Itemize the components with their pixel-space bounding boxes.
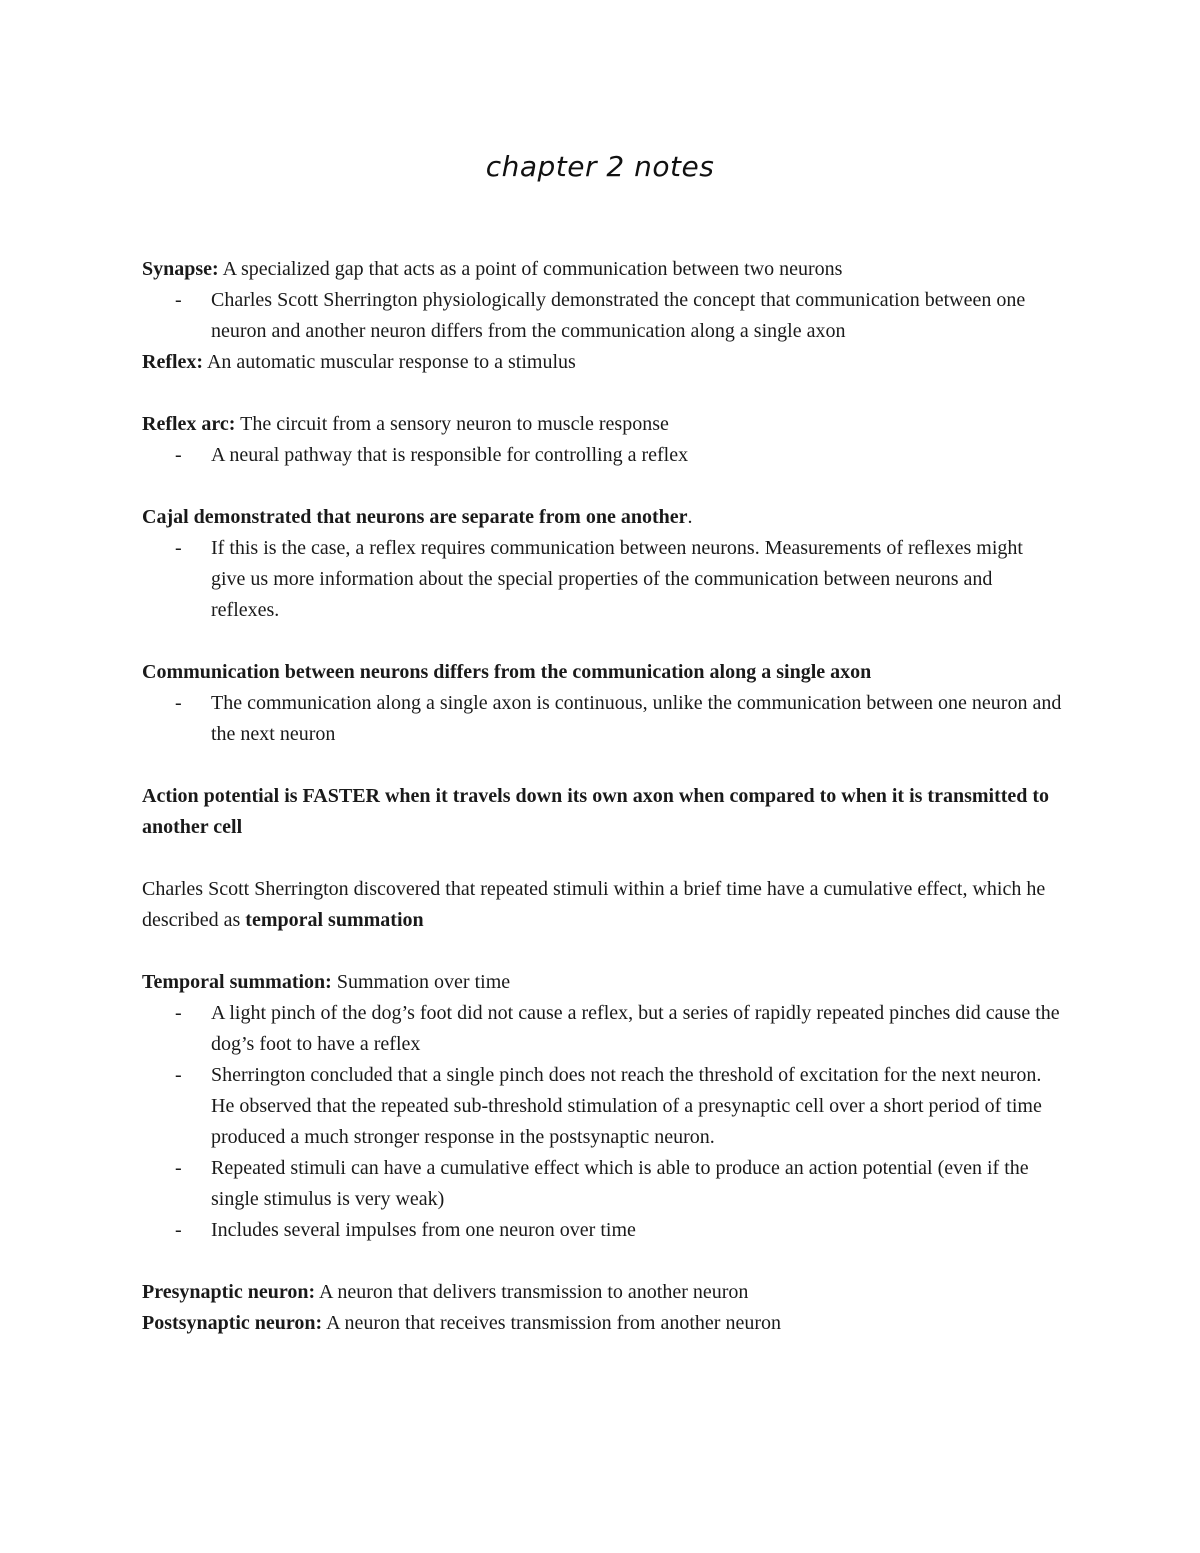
list-item: - The communication along a single axon is continuous, unlike the communication between one neuron and the next neuron — [142, 688, 1062, 750]
communication-heading: Communication between neurons differs from the communication along a single axon — [142, 661, 872, 683]
cajal-heading-tail: . — [687, 506, 693, 528]
synapse-def: A specialized gap that acts as a point of communication between two neurons — [218, 258, 843, 280]
reflex-arc-bullets — [142, 440, 1062, 471]
list-item: - A light pinch of the dog’s foot did not cause a reflex, but a series of rapidly repeated pinches did cause the dog’s foot to have a reflex — [142, 998, 1062, 1060]
cajal-heading — [142, 502, 1062, 533]
cajal-heading-text: Cajal demonstrated that neurons are separate from one another — [142, 506, 688, 528]
presynaptic-definition — [142, 1277, 1062, 1308]
reflex-arc-def: The circuit from a sensory neuron to muscle response — [235, 413, 669, 435]
notes-body — [142, 254, 1062, 1339]
synapse-definition — [142, 254, 1062, 285]
reflex-def: An automatic muscular response to a stimulus — [203, 351, 576, 373]
page-title: chapter 2 notes — [485, 150, 715, 183]
reflex-arc-definition — [142, 409, 1062, 440]
synapse-bullets — [142, 285, 1062, 347]
temporal-summation-term: Temporal summation: — [142, 971, 332, 993]
reflex-definition — [142, 347, 1062, 378]
communication-bullets — [142, 688, 1062, 750]
presynaptic-def: A neuron that delivers transmission to another neuron — [315, 1281, 749, 1303]
temporal-summation-definition — [142, 967, 1062, 998]
list-item: - If this is the case, a reflex requires communication between neurons. Measurements of reflexes might give us more information about the special properties of the communication between neurons and reflexes. — [142, 533, 1062, 626]
list-item: - Includes several impulses from one neuron over time — [142, 1215, 1062, 1246]
sherrington-bold: temporal summation — [245, 909, 424, 931]
action-potential-heading: Action potential is FASTER when it travels down its own axon when compared to when it is transmitted to another cell — [142, 785, 1050, 838]
list-item: - Charles Scott Sherrington physiologically demonstrated the concept that communication between one neuron and another neuron differs from the communication along a single axon — [142, 285, 1062, 347]
presynaptic-term: Presynaptic neuron: — [142, 1281, 316, 1303]
postsynaptic-def: A neuron that receives transmission from another neuron — [322, 1312, 781, 1334]
sherrington-paragraph — [142, 874, 1062, 936]
cajal-bullets — [142, 533, 1062, 626]
reflex-term: Reflex: — [142, 351, 204, 373]
list-item: - Sherrington concluded that a single pinch does not reach the threshold of excitation for the next neuron. He observed that the repeated sub-threshold stimulation of a presynaptic cell over a short period of time produced a much stronger response in the postsynaptic neuron. — [142, 1060, 1062, 1153]
synapse-term: Synapse: — [142, 258, 219, 280]
list-item: - Repeated stimuli can have a cumulative effect which is able to produce an action potential (even if the single stimulus is very weak) — [142, 1153, 1062, 1215]
reflex-arc-term: Reflex arc: — [142, 413, 236, 435]
temporal-summation-bullets — [142, 998, 1062, 1246]
sherrington-text: Charles Scott Sherrington discovered that repeated stimuli within a brief time have a cumulative effect, which he described as — [142, 878, 1046, 931]
temporal-summation-def: Summation over time — [331, 971, 511, 993]
list-item: - A neural pathway that is responsible for controlling a reflex — [142, 440, 1062, 471]
postsynaptic-term: Postsynaptic neuron: — [142, 1312, 323, 1334]
postsynaptic-definition — [142, 1308, 1062, 1339]
